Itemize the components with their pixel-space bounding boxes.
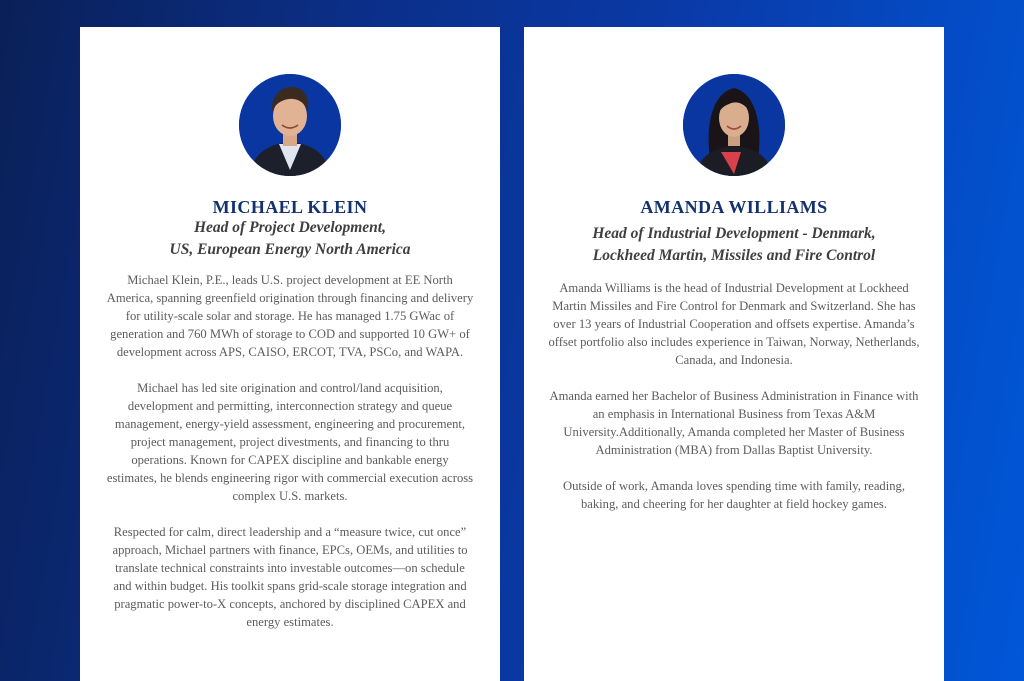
bio-paragraph: Outside of work, Amanda loves spending time with family, reading, baking, and cheering for her daughter at field hockey games. [563, 479, 905, 511]
bio-paragraph: Respected for calm, direct leadership and a “measure twice, cut once” approach, Michael partners with finance, EPCs, OEMs, and utilities to translate technical constraints into investable outcomes—on schedule and within budget. His toolkit spans grid-scale storage integration and pragmatic power-to-X concepts, anchored by disciplined CAPEX and energy estimates. [112, 525, 468, 629]
profile-role-line: Lockheed Martin, Missiles and Fire Control [592, 247, 876, 264]
profile-role-line: Head of Project Development, [194, 219, 386, 236]
avatar [683, 74, 785, 176]
bio-paragraph: Amanda earned her Bachelor of Business Administration in Finance with an emphasis in International Business from Texas A&M University.Additionally, Amanda completed her Master of Business Administration (MBA) from Dallas Baptist University. [549, 389, 919, 457]
profile-name: AMANDA WILLIAMS [640, 197, 828, 217]
profile-bio [106, 271, 474, 649]
profile-card-amanda-williams [524, 27, 944, 681]
avatar [239, 74, 341, 176]
bio-paragraph: Michael Klein, P.E., leads U.S. project development at EE North America, spanning greenfield origination through financing and delivery for utility-scale solar and storage. He has managed 1.75 GWac of generation and 760 MWh of storage to COD and supported 10 GW+ of development across APS, CAISO, ERCOT, TVA, PSCo, and WAPA. [106, 273, 474, 359]
bio-paragraph: Michael has led site origination and control/land acquisition, development and permitting, interconnection strategy and queue management, energy-yield assessment, engineering and procurement, project management, project divestments, and financing to thru operations. Known for CAPEX discipline and bankable energy estimates, he blends engineering rigor with commercial execution across complex U.S. markets. [106, 381, 474, 503]
profile-card-michael-klein [80, 27, 500, 681]
profile-role [90, 217, 490, 261]
profile-bio [546, 279, 922, 531]
bio-paragraph: Amanda Williams is the head of Industrial Development at Lockheed Martin Missiles and Fire Control for Denmark and Switzerland. She has over 13 years of Industrial Cooperation and offsets expertise. Amanda’s offset portfolio also includes experience in Taiwan, Norway, Netherlands, Canada, and Indonesia. [548, 281, 920, 367]
profile-role [534, 223, 934, 267]
profile-role-line: US, European Energy North America [169, 241, 411, 258]
profile-name: MICHAEL KLEIN [212, 197, 368, 217]
profile-role-line: Head of Industrial Development - Denmark, [592, 225, 876, 242]
